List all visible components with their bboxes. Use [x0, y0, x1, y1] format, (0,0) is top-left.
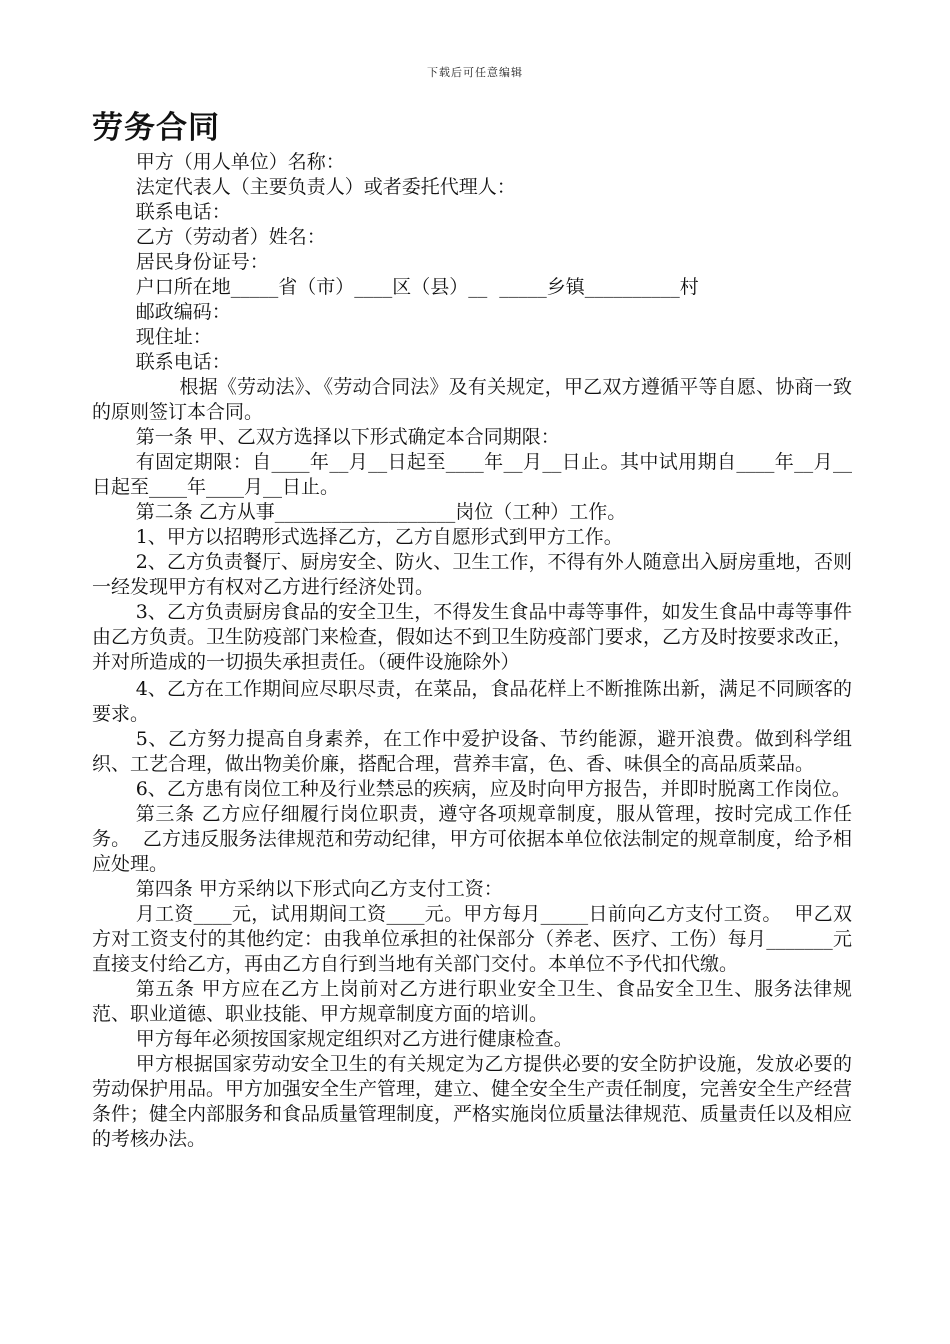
article-1-term: 有固定期限：自____年__月__日起至____年__月__日止。其中试用期自____年__月__日起至____年____月__日止。: [92, 451, 852, 498]
article-3: 第三条 乙方应仔细履行岗位职责，遵守各项规章制度，服从管理，按时完成工作任务。 乙方违反服务法律规范和劳动纪律，甲方可依据本单位依法制定的规章制度，给予相应处理。: [92, 803, 852, 875]
document-title: 劳务合同: [92, 110, 220, 146]
party-b-address: 现住址：: [135, 326, 212, 348]
article-2-item-1: 1、甲方以招聘形式选择乙方，乙方自愿形式到甲方工作。: [135, 526, 623, 548]
party-a-representative: 法定代表人（主要负责人）或者委托代理人：: [135, 176, 516, 198]
article-5-training: 第五条 甲方应在乙方上岗前对乙方进行职业安全卫生、食品安全卫生、服务法律规范、职业道德、职业技能、甲方规章制度方面的培训。: [92, 978, 852, 1025]
party-b-postcode: 邮政编码：: [135, 301, 231, 323]
party-a-name: 甲方（用人单位）名称：: [135, 151, 345, 173]
party-a-phone: 联系电话：: [135, 201, 231, 223]
article-2-item-3: 3、乙方负责厨房食品的安全卫生，不得发生食品中毒等事件，如发生食品中毒等事件由乙方负责。卫生防疫部门来检查，假如达不到卫生防疫部门要求，乙方及时按要求改正，并对所造成的一切损失承担责任。（硬件设施除外）: [92, 601, 853, 673]
article-2-heading: 第二条 乙方从事___________________岗位（工种）工作。: [135, 501, 627, 523]
header-note: 下载后可任意编辑: [427, 66, 523, 79]
article-4-salary: 月工资____元，试用期间工资____元。甲方每月_____日前向乙方支付工资。 甲乙双方对工资支付的其他约定：由我单位承担的社保部分（养老、医疗、工伤）每月_______元直接支付给乙方，再由乙方自行到当地有关部门交付。本单位不予代扣代缴。: [92, 903, 852, 975]
party-b-id-number: 居民身份证号：: [135, 251, 269, 273]
article-5-health-check: 甲方每年必须按国家规定组织对乙方进行健康检查。: [135, 1028, 573, 1050]
party-b-phone: 联系电话：: [135, 351, 231, 373]
document-body: [92, 150, 852, 1152]
article-1-heading: 第一条 甲、乙双方选择以下形式确定本合同期限：: [135, 426, 560, 448]
article-2-item-2: 2、乙方负责餐厅、厨房安全、防火、卫生工作，不得有外人随意出入厨房重地，否则一经发现甲方有权对乙方进行经济处罚。: [92, 551, 852, 598]
article-2-item-5: 5、乙方努力提高自身素养，在工作中爱护设备、节约能源，避开浪费。做到科学组织、工艺合理，做出物美价廉，搭配合理，营养丰富，色、香、味俱全的高品质菜品。: [92, 728, 852, 775]
party-b-name: 乙方（劳动者）姓名：: [135, 226, 326, 248]
preamble-paragraph: 根据《劳动法》、《劳动合同法》及有关规定，甲乙双方遵循平等自愿、协商一致的原则签订本合同。: [92, 376, 852, 423]
party-b-hukou: 户口所在地_____省（市）____区（县）__ _____乡镇__________村: [135, 276, 699, 298]
article-2-item-6: 6、乙方患有岗位工种及行业禁忌的疾病，应及时向甲方报告，并即时脱离工作岗位。: [135, 778, 851, 800]
article-2-item-4: 4、乙方在工作期间应尽职尽责，在菜品，食品花样上不断推陈出新，满足不同顾客的要求。: [92, 678, 852, 725]
article-5-safety: 甲方根据国家劳动安全卫生的有关规定为乙方提供必要的安全防护设施，发放必要的劳动保护用品。甲方加强安全生产管理，建立、健全安全生产责任制度，完善安全生产经营条件；健全内部服务和食品质量管理制度，严格实施岗位质量法律规范、质量责任以及相应的考核办法。: [92, 1053, 853, 1150]
article-4-heading: 第四条 甲方采纳以下形式向乙方支付工资：: [135, 878, 503, 900]
